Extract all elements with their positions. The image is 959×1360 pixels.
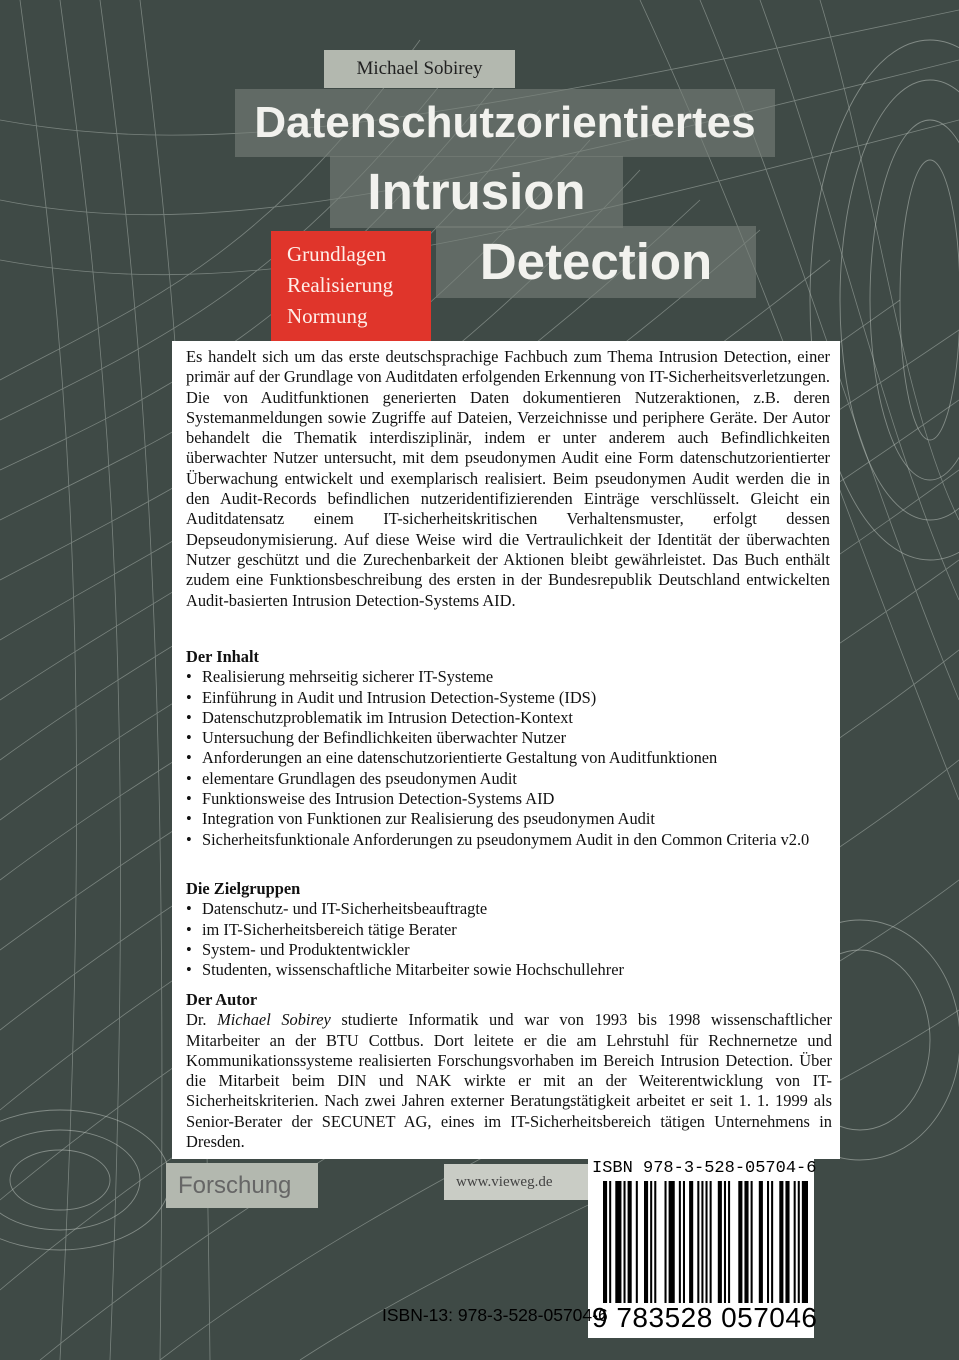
barcode-bar <box>751 1181 753 1303</box>
list-item: • Sicherheitsfunktionale Anforderungen zu pseudonymem Audit in den Common Criteria v2.0 <box>186 830 832 850</box>
title-line-1: Datenschutzorientiertes <box>235 89 775 157</box>
barcode-bar <box>767 1181 769 1303</box>
barcode-bar <box>785 1181 789 1303</box>
barcode-bar <box>771 1181 773 1303</box>
section-zielgruppen <box>186 879 832 980</box>
isbn-barcode-label: ISBN 978-3-528-05704-6 <box>592 1159 817 1178</box>
isbn13-label: ISBN-13: 978-3-528-05704-6 <box>382 1305 608 1325</box>
barcode-bar <box>759 1181 763 1303</box>
section-heading: Der Autor <box>186 990 258 1009</box>
barcode-bar <box>701 1181 703 1303</box>
barcode-bar <box>603 1181 607 1303</box>
barcode-bar <box>724 1181 726 1303</box>
list-item: • System- und Produktentwickler <box>186 940 832 960</box>
barcode-bar <box>669 1181 675 1303</box>
author-label: Michael Sobirey <box>324 50 515 88</box>
section-autor <box>186 990 832 1152</box>
list-item: • Funktionsweise des Intrusion Detection-Systems AID <box>186 789 832 809</box>
title-line-2: Intrusion <box>330 156 623 228</box>
title-line-3: Detection <box>436 226 756 298</box>
list-item: • Anforderungen an eine datenschutzorientierte Gestaltung von Auditfunktionen <box>186 748 832 768</box>
list-item: • Einführung in Audit und Intrusion Detection-Systeme (IDS) <box>186 688 832 708</box>
list-item: • Untersuchung der Befindlichkeiten überwachter Nutzer <box>186 728 832 748</box>
barcode-bar <box>697 1181 699 1303</box>
barcode-bar <box>798 1181 800 1303</box>
subtitle-box <box>271 231 431 341</box>
barcode-bar <box>794 1181 796 1303</box>
barcode-digits: 9 783528 057046 <box>592 1302 818 1333</box>
barcode-bar <box>628 1181 632 1303</box>
list-item: • Studenten, wissenschaftliche Mitarbeiter sowie Hochschullehrer <box>186 960 832 980</box>
author-bio-text: studierte Informatik und war von 1993 bis 1998 wissenschaftlicher Mitarbeiter an der BTU Cottbus. Dort leitete er die am Lehrstuhl für Rechnernetze und Kommunikationssysteme realisierten Forschungsvorhaben im Bereich Intrusion Detection. Über die Mitarbeit beim DIN und NAK wirkte er mit an der Weiterentwicklung von IT-Sicherheitskriterien. Nach zwei Jahren externer Beratungstätigkeit arbeitet er seit 1. 1. 1999 als Senior-Berater der SECUNET AG, eines im IT-Sicherheitsbereich tätigen Unternehmens in Dresden. <box>186 1010 832 1152</box>
barcode-bar <box>706 1181 708 1303</box>
barcode-bar <box>665 1181 667 1303</box>
barcode-bar <box>654 1181 656 1303</box>
barcode-bar <box>779 1181 783 1303</box>
list-item: • Datenschutz- und IT-Sicherheitsbeauftragte <box>186 899 832 919</box>
list-item: • Integration von Funktionen zur Realisierung des pseudonymen Audit <box>186 809 832 829</box>
author-prefix: Dr. <box>186 1010 218 1030</box>
barcode-bar <box>679 1181 681 1303</box>
subtitle-line: Grundlagen <box>287 242 387 266</box>
barcode-bar <box>615 1181 621 1303</box>
barcode-bar <box>718 1181 722 1303</box>
barcode-bar <box>802 1181 808 1303</box>
publisher-website: www.vieweg.de <box>444 1164 588 1200</box>
barcode-bar <box>609 1181 611 1303</box>
barcode-bar <box>710 1181 712 1303</box>
list-item: • im IT-Sicherheitsbereich tätige Berater <box>186 920 832 940</box>
barcode <box>603 1181 809 1303</box>
barcode-bar <box>728 1181 730 1303</box>
section-inhalt <box>186 647 832 850</box>
list-item: • Realisierung mehrseitig sicherer IT-Systeme <box>186 667 832 687</box>
barcode-bar <box>744 1181 748 1303</box>
series-label: Forschung <box>166 1163 318 1208</box>
book-description: Es handelt sich um das erste deutschsprachige Fachbuch zum Thema Intrusion Detection, einer primär auf der Grundlage von Auditdaten erfolgenden Erkennung von IT-Sicherheitsverletzungen. Die von Auditfunktionen generierten Daten dokumentieren Nutzeraktionen, z.B. deren Systemanmeldungen sowie Zugriffe auf Dateien, Verzeichnisse und periphere Geräte. Der Autor behandelt die Thematik interdisziplinär, indem er unter anderem auch Befindlichkeiten überwachter Nutzer untersucht, mit dem pseudonymen Audit eine Form datenschutzorientierter Überwachung entwickelt und exemplarisch realisiert. Beim pseudonymen Audit werden die in den Audit-Records befindlichen nutzeridentifizierenden Einträge verschlüsselt. Gleicht ein Auditdatensatz einem IT-sicherheitskritischen Verhaltensmuster, erfolgt dessen Depseudonymisierung. Auf diese Weise wird die Vertraulichkeit der Identität der überwachten Nutzer geschützt und die Zurechenbarkeit der Aktionen bleibt gewährleistet. Das Buch enthält zudem eine Funktionsbeschreibung des ersten in der Bundesrepublik Deutschland entwickelten Audit-basierten Intrusion Detection-Systems AID. <box>186 347 830 610</box>
barcode-bar <box>624 1181 626 1303</box>
section-heading: Der Inhalt <box>186 647 260 666</box>
barcode-bar <box>650 1181 652 1303</box>
section-heading: Die Zielgruppen <box>186 879 301 898</box>
list-item: • Datenschutzproblematik im Intrusion Detection-Kontext <box>186 708 832 728</box>
barcode-bar <box>644 1181 648 1303</box>
barcode-bar <box>738 1181 742 1303</box>
subtitle-line: Normung <box>287 304 368 328</box>
author-bio <box>186 1010 832 1152</box>
list-item: • elementare Grundlagen des pseudonymen Audit <box>186 769 832 789</box>
subtitle-line: Realisierung <box>287 273 394 297</box>
barcode-bar <box>636 1181 638 1303</box>
barcode-bar <box>689 1181 693 1303</box>
author-name: Michael Sobirey <box>217 1010 331 1030</box>
barcode-bar <box>683 1181 685 1303</box>
